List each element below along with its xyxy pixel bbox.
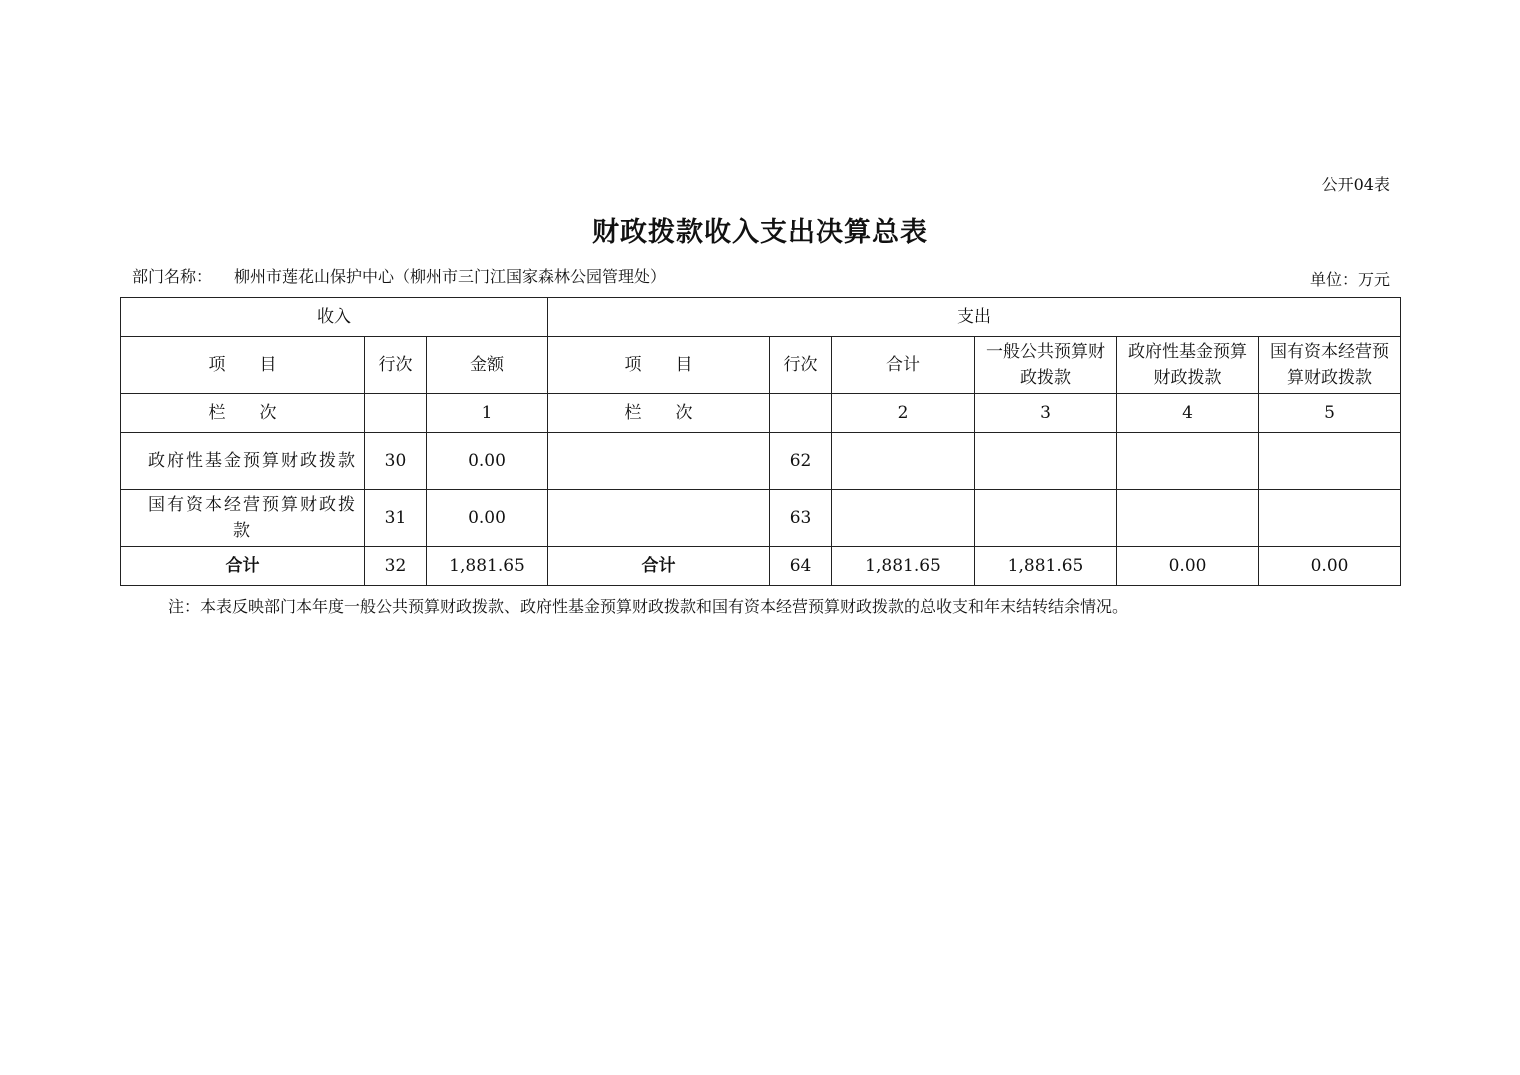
expense-column-label: 栏 次 bbox=[548, 394, 770, 433]
general-budget-header: 一般公共预算财政拨款 bbox=[975, 337, 1117, 394]
column-number: 3 bbox=[975, 394, 1117, 433]
expense-total-header: 合计 bbox=[832, 337, 975, 394]
expense-total-line: 64 bbox=[770, 547, 832, 586]
column-number: 1 bbox=[427, 394, 548, 433]
form-number: 公开04表 bbox=[1321, 175, 1390, 194]
section-header-row bbox=[121, 298, 1401, 337]
income-line-number: 31 bbox=[365, 490, 427, 547]
gov-fund-value bbox=[1117, 490, 1259, 547]
department-name: 柳州市莲花山保护中心（柳州市三门江国家森林公园管理处） bbox=[234, 267, 667, 286]
income-total-label: 合计 bbox=[121, 547, 365, 586]
state-capital-total: 0.00 bbox=[1259, 547, 1401, 586]
empty-cell bbox=[770, 394, 832, 433]
department-label: 部门名称： bbox=[132, 267, 213, 286]
expense-section-header: 支出 bbox=[548, 298, 1401, 337]
total-row bbox=[121, 547, 1401, 586]
income-line-header: 行次 bbox=[365, 337, 427, 394]
income-total-amount: 1,881.65 bbox=[427, 547, 548, 586]
state-capital-header: 国有资本经营预算财政拨款 bbox=[1259, 337, 1401, 394]
general-budget-value bbox=[975, 433, 1117, 490]
expense-item bbox=[548, 490, 770, 547]
column-number: 4 bbox=[1117, 394, 1259, 433]
general-budget-value bbox=[975, 490, 1117, 547]
expense-total bbox=[832, 433, 975, 490]
expense-total-label: 合计 bbox=[548, 547, 770, 586]
column-number: 5 bbox=[1259, 394, 1401, 433]
state-capital-value bbox=[1259, 490, 1401, 547]
expense-item bbox=[548, 433, 770, 490]
table-row bbox=[121, 490, 1401, 547]
expense-line-header: 行次 bbox=[770, 337, 832, 394]
gov-fund-total: 0.00 bbox=[1117, 547, 1259, 586]
appropriation-table bbox=[120, 297, 1401, 586]
income-section-header: 收入 bbox=[121, 298, 548, 337]
unit-label: 单位：万元 bbox=[1309, 270, 1390, 289]
expense-total bbox=[832, 490, 975, 547]
income-amount: 0.00 bbox=[427, 490, 548, 547]
income-item-header: 项 目 bbox=[121, 337, 365, 394]
income-total-line: 32 bbox=[365, 547, 427, 586]
page-title: 财政拨款收入支出决算总表 bbox=[592, 217, 928, 248]
income-amount-header: 金额 bbox=[427, 337, 548, 394]
expense-line-number: 63 bbox=[770, 490, 832, 547]
general-budget-total: 1,881.65 bbox=[975, 547, 1117, 586]
income-item: 国有资本经营预算财政拨款 bbox=[121, 490, 365, 547]
department-info bbox=[132, 264, 666, 287]
column-header-row bbox=[121, 337, 1401, 394]
gov-fund-header: 政府性基金预算财政拨款 bbox=[1117, 337, 1259, 394]
expense-item-header: 项 目 bbox=[548, 337, 770, 394]
state-capital-value bbox=[1259, 433, 1401, 490]
column-number-row bbox=[121, 394, 1401, 433]
income-amount: 0.00 bbox=[427, 433, 548, 490]
income-column-label: 栏 次 bbox=[121, 394, 365, 433]
footnote: 注：本表反映部门本年度一般公共预算财政拨款、政府性基金预算财政拨款和国有资本经营预算财政拨款的总收支和年末结转结余情况。 bbox=[168, 597, 1129, 616]
income-item: 政府性基金预算财政拨款 bbox=[121, 433, 365, 490]
expense-total-amount: 1,881.65 bbox=[832, 547, 975, 586]
income-line-number: 30 bbox=[365, 433, 427, 490]
column-number: 2 bbox=[832, 394, 975, 433]
table-row bbox=[121, 433, 1401, 490]
empty-cell bbox=[365, 394, 427, 433]
gov-fund-value bbox=[1117, 433, 1259, 490]
expense-line-number: 62 bbox=[770, 433, 832, 490]
